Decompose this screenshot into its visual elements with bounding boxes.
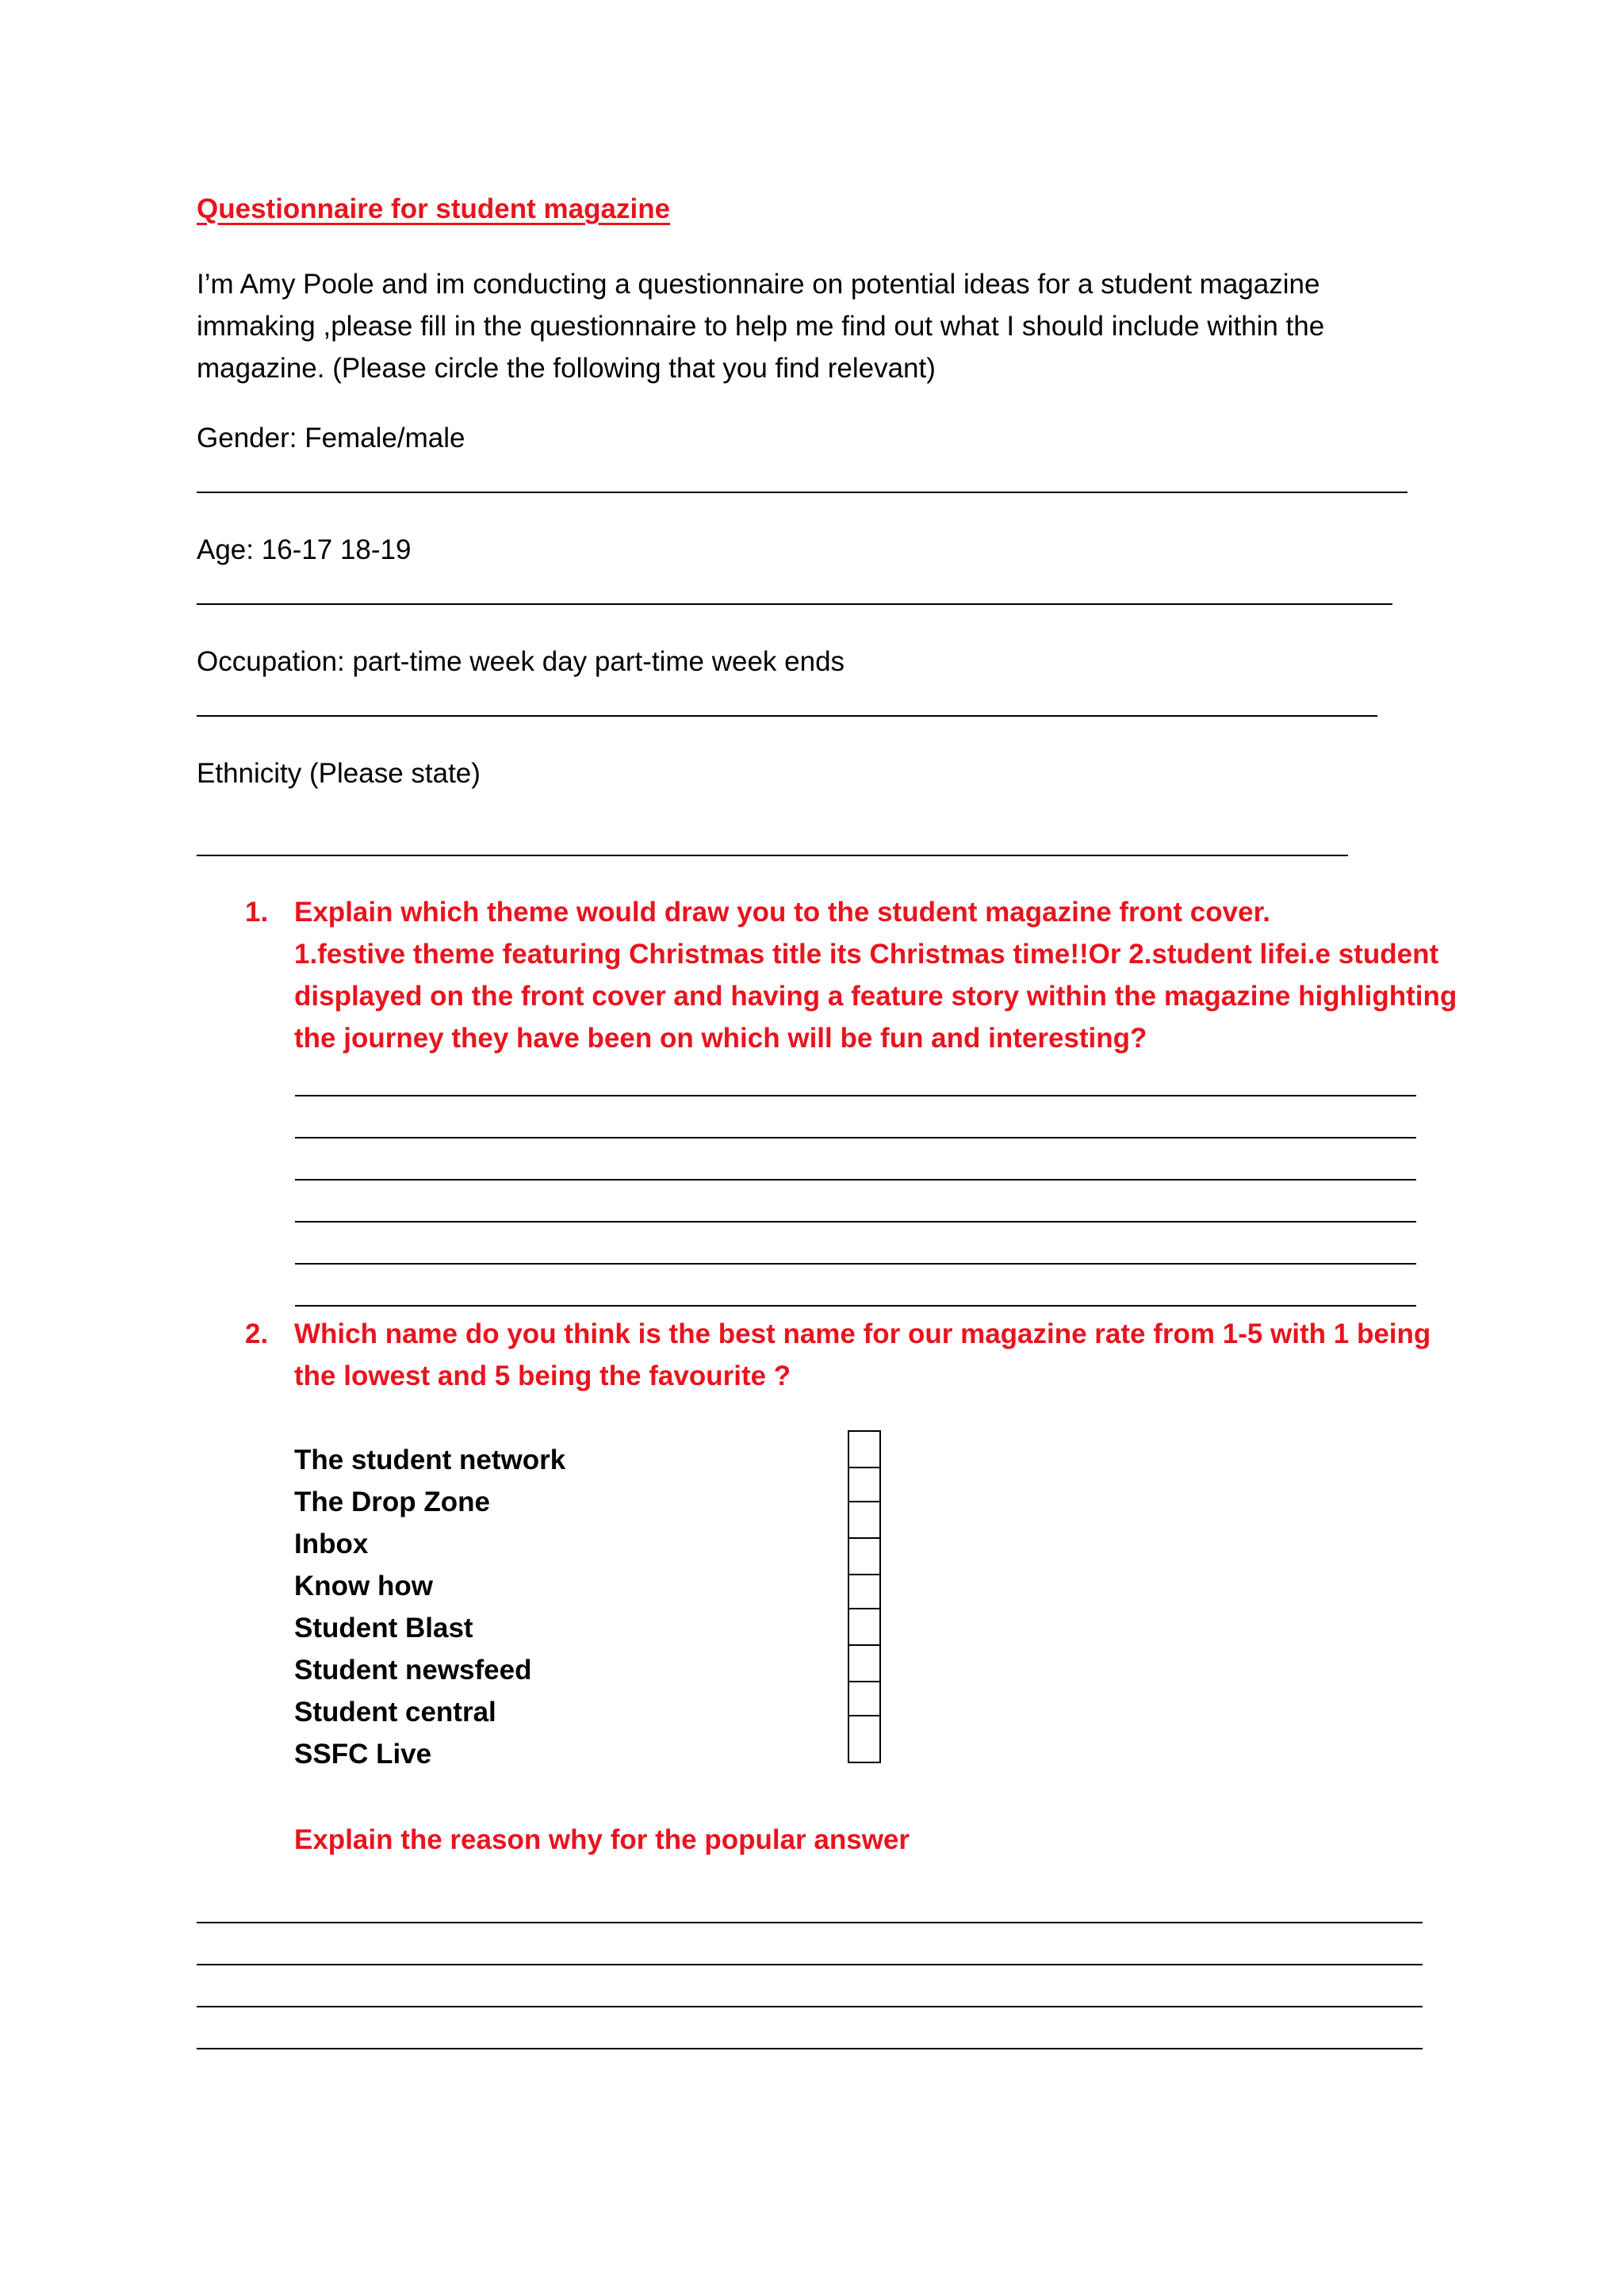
- rating-box[interactable]: [848, 1644, 881, 1682]
- question-2-line: Which name do you think is the best name for our magazine rate from 1-5 with 1 being: [294, 1318, 1431, 1349]
- intro-paragraph: [197, 263, 1434, 389]
- question-1-answer-line[interactable]: [295, 1221, 1416, 1223]
- name-option: Student newsfeed: [294, 1655, 532, 1686]
- name-option: Student Blast: [294, 1613, 473, 1644]
- question-1-line: the journey they have been on which will be fun and interesting?: [294, 1023, 1147, 1054]
- question-1-line: 1.festive theme featuring Christmas title its Christmas time!!Or 2.student lifei.e student: [294, 939, 1439, 970]
- ethnicity-field-label: Ethnicity (Please state): [197, 758, 481, 789]
- question-1-answer-line[interactable]: [295, 1305, 1416, 1307]
- rating-box[interactable]: [848, 1537, 881, 1575]
- intro-line: magazine. (Please circle the following that you find relevant): [197, 353, 936, 384]
- question-1-answer-line[interactable]: [295, 1137, 1416, 1138]
- occupation-answer-line[interactable]: [197, 715, 1377, 717]
- name-options-list: [294, 1439, 565, 1775]
- question-1-line: Explain which theme would draw you to the student magazine front cover.: [294, 897, 1270, 928]
- rating-box[interactable]: [848, 1467, 881, 1502]
- rating-box[interactable]: [848, 1574, 881, 1609]
- rating-box[interactable]: [848, 1681, 881, 1716]
- question-2-text: [294, 1313, 1431, 1397]
- ethnicity-answer-line[interactable]: [197, 855, 1348, 856]
- rating-box[interactable]: [848, 1501, 881, 1539]
- explain-answer-line[interactable]: [197, 2006, 1423, 2007]
- question-1-number: 1.: [245, 897, 269, 928]
- question-2-line: the lowest and 5 being the favourite ?: [294, 1360, 791, 1391]
- rating-box[interactable]: [848, 1715, 881, 1763]
- explain-answer-line[interactable]: [197, 1922, 1423, 1923]
- explain-answer-line[interactable]: [197, 1964, 1423, 1965]
- explain-answer-line[interactable]: [197, 2048, 1423, 2049]
- age-answer-line[interactable]: [197, 603, 1392, 605]
- name-option: The student network: [294, 1445, 566, 1475]
- gender-answer-line[interactable]: [197, 492, 1408, 493]
- age-field-label: Age: 16-17 18-19: [197, 534, 412, 565]
- page-title: Questionnaire for student magazine: [197, 193, 671, 224]
- question-2-number: 2.: [245, 1318, 269, 1349]
- rating-box[interactable]: [848, 1608, 881, 1646]
- explain-prompt: Explain the reason why for the popular answer: [294, 1824, 910, 1855]
- question-1-line: displayed on the front cover and having a feature story within the magazine highlighting: [294, 981, 1457, 1012]
- gender-field-label: Gender: Female/male: [197, 423, 465, 453]
- name-option: Know how: [294, 1571, 433, 1601]
- question-1-text: [294, 891, 1457, 1059]
- name-option: The Drop Zone: [294, 1487, 490, 1517]
- occupation-field-label: Occupation: part-time week day part-time week ends: [197, 646, 845, 677]
- name-option: Student central: [294, 1697, 496, 1728]
- name-option: SSFC Live: [294, 1739, 432, 1770]
- intro-line: I’m Amy Poole and im conducting a questionnaire on potential ideas for a student magazine: [197, 269, 1320, 300]
- rating-box[interactable]: [848, 1430, 881, 1468]
- question-1-answer-line[interactable]: [295, 1179, 1416, 1181]
- intro-line: immaking ,please fill in the questionnaire to help me find out what I should include within the: [197, 311, 1325, 342]
- question-1-answer-line[interactable]: [295, 1095, 1416, 1096]
- question-1-answer-line[interactable]: [295, 1263, 1416, 1265]
- name-option: Inbox: [294, 1529, 369, 1559]
